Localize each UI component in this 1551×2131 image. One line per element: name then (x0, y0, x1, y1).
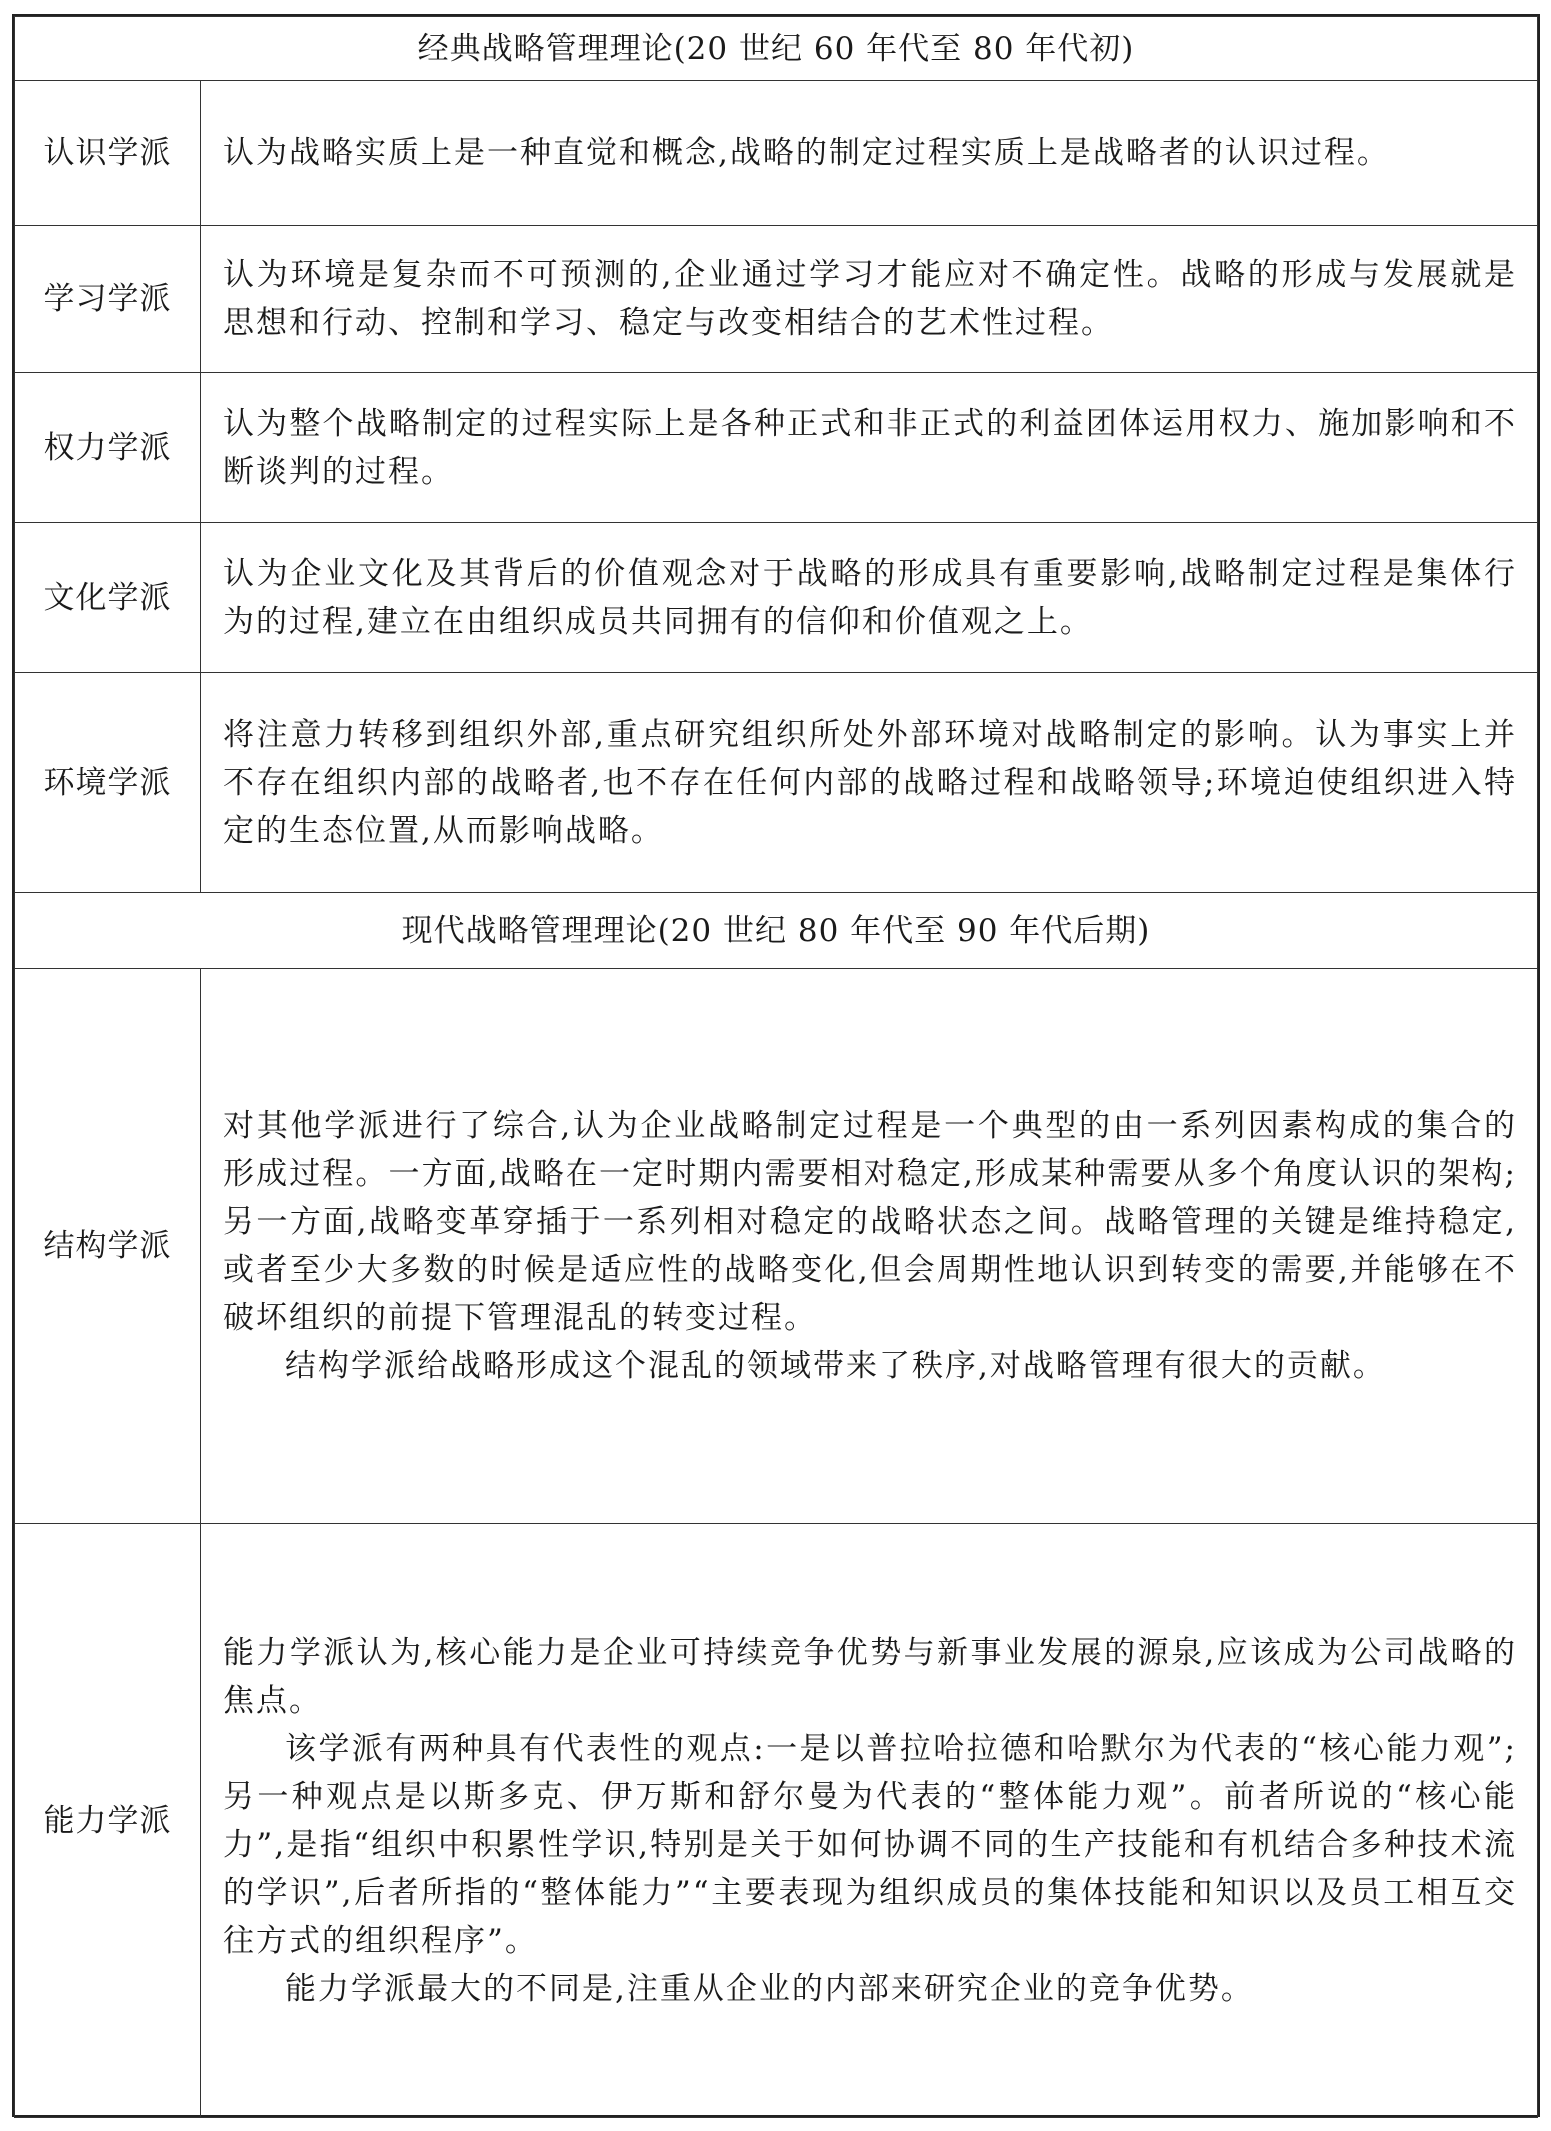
description-paragraph: 能力学派最大的不同是,注重从企业的内部来研究企业的竞争优势。 (285, 1970, 1254, 2007)
school-name: 学习学派 (15, 226, 201, 373)
school-name: 权力学派 (15, 373, 201, 523)
school-row-environmental (15, 673, 1538, 893)
school-row-cognitive (15, 81, 1538, 226)
school-description (201, 1524, 1538, 2118)
description-paragraph: 将注意力转移到组织外部,重点研究组织所处外部环境对战略制定的影响。认为事实上并不存在组织内部的战略者,也不存在任何内部的战略过程和战略领导;环境迫使组织进入特定的生态位置,从而影响战略。 (223, 716, 1517, 849)
section-title: 现代战略管理理论(20 世纪 80 年代至 90 年代后期) (15, 893, 1538, 969)
description-paragraph: 认为战略实质上是一种直觉和概念,战略的制定过程实质上是战略者的认识过程。 (223, 135, 1390, 171)
school-description (201, 373, 1538, 523)
school-name: 文化学派 (15, 523, 201, 673)
section-header-classic (15, 17, 1538, 81)
description-paragraph: 认为环境是复杂而不可预测的,企业通过学习才能应对不确定性。战略的形成与发展就是思想和行动、控制和学习、稳定与改变相结合的艺术性过程。 (223, 257, 1517, 341)
strategy-schools-table (14, 16, 1538, 2118)
school-description (201, 969, 1538, 1524)
school-row-configuration (15, 969, 1538, 1524)
school-row-power (15, 373, 1538, 523)
description-paragraph: 能力学派认为,核心能力是企业可持续竞争优势与新事业发展的源泉,应该成为公司战略的焦点。 (223, 1634, 1517, 1719)
description-paragraph: 结构学派给战略形成这个混乱的领域带来了秩序,对战略管理有很大的贡献。 (285, 1348, 1386, 1384)
school-name: 环境学派 (15, 673, 201, 893)
description-paragraph: 该学派有两种具有代表性的观点:一是以普拉哈拉德和哈默尔为代表的“核心能力观”;另一种观点是以斯多克、伊万斯和舒尔曼为代表的“整体能力观”。前者所说的“核心能力”,是指“组织中积累性学识,特别是关于如何协调不同的生产技能和有机结合多种技术流的学识”,后者所指的“整体能力”“主要表现为组织成员的集体技能和知识以及员工相互交往方式的组织程序”。 (223, 1730, 1517, 1959)
description-paragraph: 认为企业文化及其背后的价值观念对于战略的形成具有重要影响,战略制定过程是集体行为的过程,建立在由组织成员共同拥有的信仰和价值观之上。 (223, 555, 1517, 640)
school-description (201, 81, 1538, 226)
section-header-modern (15, 893, 1538, 969)
school-description (201, 226, 1538, 373)
school-name: 能力学派 (15, 1524, 201, 2118)
section-title: 经典战略管理理论(20 世纪 60 年代至 80 年代初) (15, 17, 1538, 81)
school-name: 认识学派 (15, 81, 201, 226)
description-paragraph: 对其他学派进行了综合,认为企业战略制定过程是一个典型的由一系列因素构成的集合的形成过程。一方面,战略在一定时期内需要相对稳定,形成某种需要从多个角度认识的架构;另一方面,战略变革穿插于一系列相对稳定的战略状态之间。战略管理的关键是维持稳定,或者至少大多数的时候是适应性的战略变化,但会周期性地认识到转变的需要,并能够在不破坏组织的前提下管理混乱的转变过程。 (223, 1108, 1517, 1336)
strategy-schools-table-page (12, 14, 1540, 2117)
school-name: 结构学派 (15, 969, 201, 1524)
school-description (201, 523, 1538, 673)
school-row-cultural (15, 523, 1538, 673)
school-row-learning (15, 226, 1538, 373)
school-row-capability (15, 1524, 1538, 2118)
description-paragraph: 认为整个战略制定的过程实际上是各种正式和非正式的利益团体运用权力、施加影响和不断谈判的过程。 (223, 405, 1517, 490)
school-description (201, 673, 1538, 893)
